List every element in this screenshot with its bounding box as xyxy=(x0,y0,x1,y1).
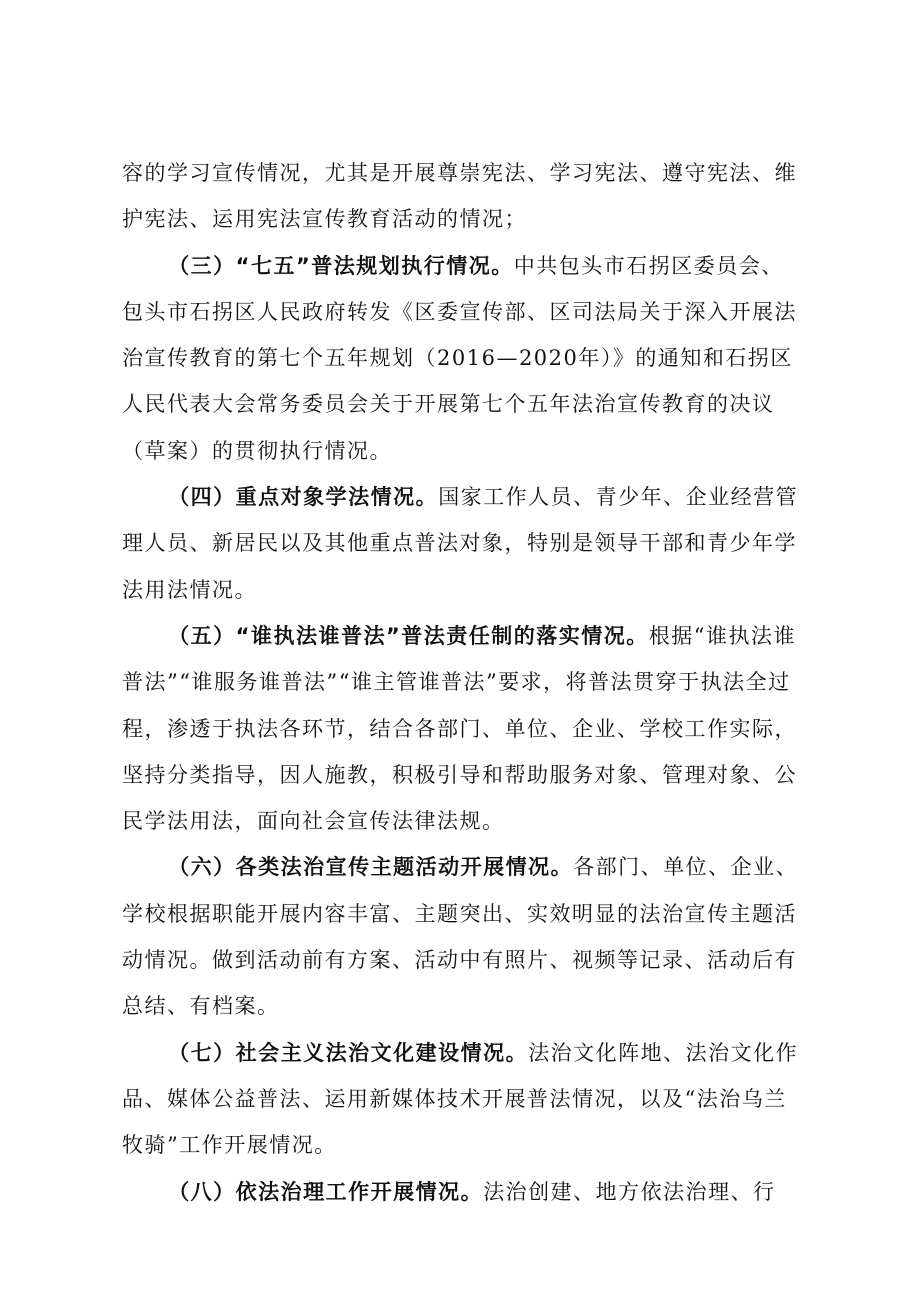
paragraph-text: 根据“谁执法谁普法”“谁服务谁普法”“谁主管谁普法”要求，将普法贯穿于执法全过程，渗透于执法各环节，结合各部门、单位、企业、学校工作实际，坚持分类指导，因人施教，积极引导和帮助服务对象、管理对象、公民学法用法，面向社会宣传法律法规。 xyxy=(122,623,797,834)
section-heading: （五）“谁执法谁普法”普法责任制的落实情况。 xyxy=(168,623,649,648)
paragraph-text: 容的学习宣传情况，尤其是开展尊崇宪法、学习宪法、遵守宪法、维护宪法、运用宪法宣传教育活动的情况； xyxy=(122,161,797,232)
paragraph-text: 法治创建、地方依法治理、行 xyxy=(483,1179,776,1204)
paragraph-section-7 xyxy=(122,1030,802,1169)
paragraph-section-5 xyxy=(122,613,802,844)
paragraph-text: 各部门、单位、企业、学校根据职能开展内容丰富、主题突出、实效明显的法治宣传主题活动情况。做到活动前有方案、活动中有照片、视频等记录、活动后有总结、有档案。 xyxy=(122,855,799,1019)
paragraph-continuation xyxy=(122,150,802,243)
paragraph-text: 中共包头市石拐区委员会、包头市石拐区人民政府转发《区委宣传部、区司法局关于深入开展法治宣传教育的第七个五年规划（2016—2020年）》的通知和石拐区人民代表大会常务委员会关于开展第七个五年法治宣传教育的决议（草案）的贯彻执行情况。 xyxy=(122,253,797,463)
section-heading: （七）社会主义法治文化建设情况。 xyxy=(168,1040,529,1065)
section-heading: （三）“七五”普法规划执行情况。 xyxy=(168,253,514,278)
document-body xyxy=(122,150,802,1215)
section-heading: （四）重点对象学法情况。 xyxy=(168,485,439,510)
paragraph-text: 法治文化阵地、法治文化作品、媒体公益普法、运用新媒体技术开展普法情况，以及“法治乌兰牧骑”工作开展情况。 xyxy=(122,1040,799,1158)
paragraph-text: 国家工作人员、青少年、企业经营管理人员、新居民以及其他重点普法对象，特别是领导干部和青少年学法用法情况。 xyxy=(122,485,799,602)
paragraph-section-3 xyxy=(122,243,802,474)
paragraph-section-6 xyxy=(122,844,802,1029)
section-heading: （六）各类法治宣传主题活动开展情况。 xyxy=(168,855,574,880)
section-heading: （八）依法治理工作开展情况。 xyxy=(168,1179,484,1204)
paragraph-section-8 xyxy=(122,1169,802,1215)
paragraph-section-4 xyxy=(122,474,802,613)
